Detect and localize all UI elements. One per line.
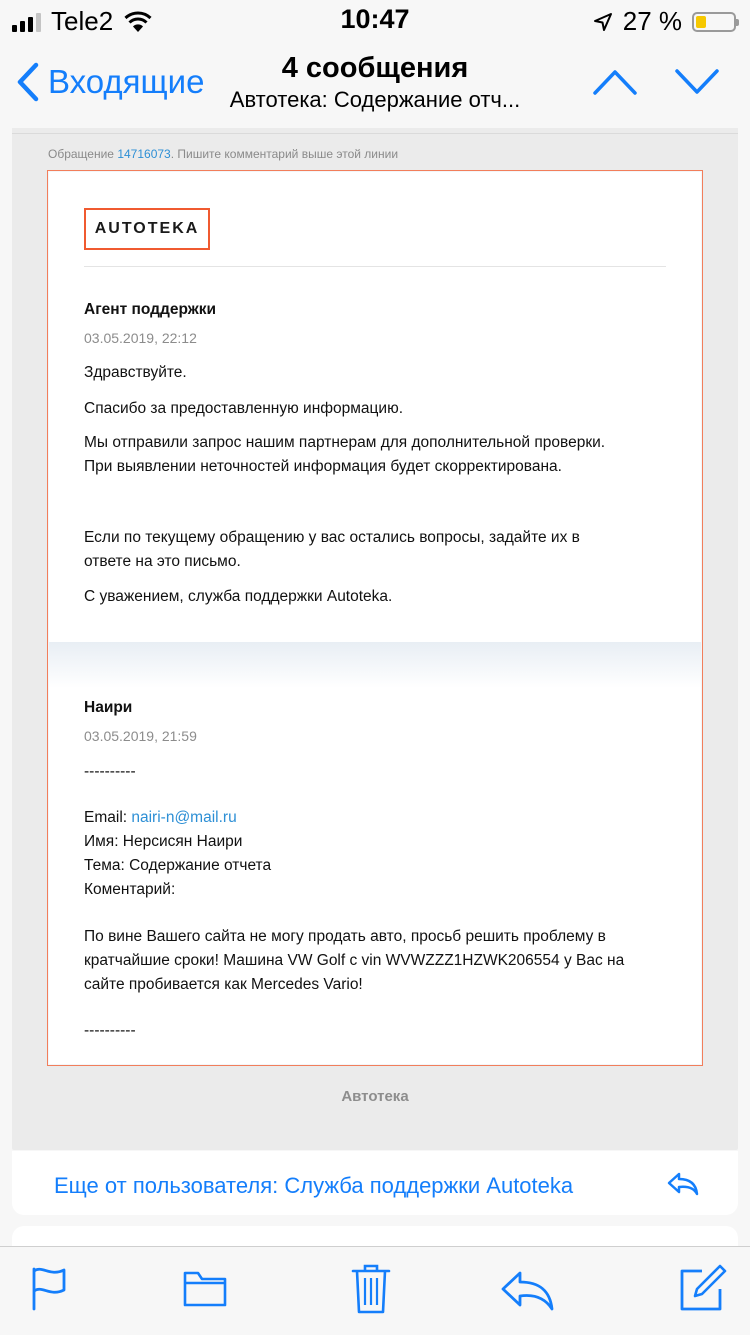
comment-line-3: сайте пробивается как Mercedes Vario!: [84, 976, 363, 993]
compose-icon[interactable]: [678, 1263, 728, 1313]
reply-greeting: Здравствуйте.: [84, 364, 187, 381]
original-author: Наири: [84, 699, 133, 716]
ticket-notice: [48, 147, 398, 161]
bottom-toolbar: [0, 1246, 750, 1335]
back-button[interactable]: [16, 62, 204, 102]
notice-prefix: Обращение: [48, 147, 114, 161]
comment-line-1: По вине Вашего сайта не могу продать авто, просьб решить проблему в: [84, 928, 606, 945]
battery-level: [696, 16, 706, 28]
original-date: 03.05.2019, 21:59: [84, 728, 197, 744]
email-label: Email:: [84, 809, 132, 826]
email-line: [84, 806, 664, 830]
next-message-button[interactable]: [674, 68, 720, 96]
logo-divider: [84, 266, 666, 267]
trash-icon[interactable]: [350, 1263, 392, 1315]
battery-icon: [692, 12, 736, 32]
email-address-link[interactable]: nairi-n@mail.ru: [131, 809, 237, 826]
page-title: 4 сообщения: [281, 52, 469, 84]
battery-percent: 27 %: [622, 6, 682, 36]
reply-questions-line-2: ответе на это письмо.: [84, 553, 241, 570]
comment-label: Коментарий:: [84, 881, 176, 898]
reply-author: Агент поддержки: [84, 301, 216, 318]
previous-message-button[interactable]: [592, 68, 638, 96]
reply-thanks: Спасибо за предоставленную информацию.: [84, 400, 404, 417]
folder-icon[interactable]: [182, 1269, 228, 1309]
clock: 10:47: [340, 4, 410, 34]
name-line: Имя: Нерсисян Наири: [84, 833, 243, 850]
reply-body-line-1: Мы отправили запрос нашим партнерам для дополнительной проверки.: [84, 434, 606, 451]
carrier-name: Tele2: [51, 6, 114, 36]
autoteka-logo: AUTOTEKA: [84, 208, 210, 250]
section-separator: [49, 642, 701, 688]
more-from-sender-row[interactable]: [12, 1151, 738, 1215]
status-bar: [0, 0, 750, 40]
more-from-sender-link[interactable]: Еще от пользователя: Служба поддержки Autoteka: [54, 1173, 574, 1198]
reply-date: 03.05.2019, 22:12: [84, 330, 197, 346]
reply-icon[interactable]: [500, 1269, 556, 1311]
page-subtitle: Автотека: Содержание отч...: [229, 87, 521, 112]
comment-line-2: кратчайшие сроки! Машина VW Golf c vin WVWZZZ1HZWK206554 у Вас на: [84, 952, 625, 969]
divider: [12, 133, 738, 134]
navigation-bar: [0, 40, 750, 130]
flag-icon[interactable]: [30, 1265, 68, 1311]
reply-questions-line-1: Если по текущему обращению у вас остались вопросы, задайте их в: [84, 529, 580, 546]
reply-signature: С уважением, служба поддержки Autoteka.: [84, 588, 393, 605]
location-arrow-icon: [593, 12, 613, 32]
separator-line-end: ----------: [84, 1022, 136, 1039]
reply-icon[interactable]: [666, 1171, 700, 1197]
email-footer: Автотека: [341, 1088, 409, 1105]
notice-suffix: . Пишите комментарий выше этой линии: [170, 147, 399, 161]
topic-line: Тема: Содержание отчета: [84, 857, 272, 874]
nav-title-block: [210, 52, 540, 113]
chevron-left-icon: [16, 62, 40, 102]
back-button-label: Входящие: [48, 63, 205, 100]
ticket-number-link[interactable]: 14716073: [117, 147, 171, 161]
status-right: [593, 6, 736, 37]
reply-body-line-2: При выявлении неточностей информация будет скорректирована.: [84, 458, 562, 475]
separator-line: ----------: [84, 763, 136, 780]
